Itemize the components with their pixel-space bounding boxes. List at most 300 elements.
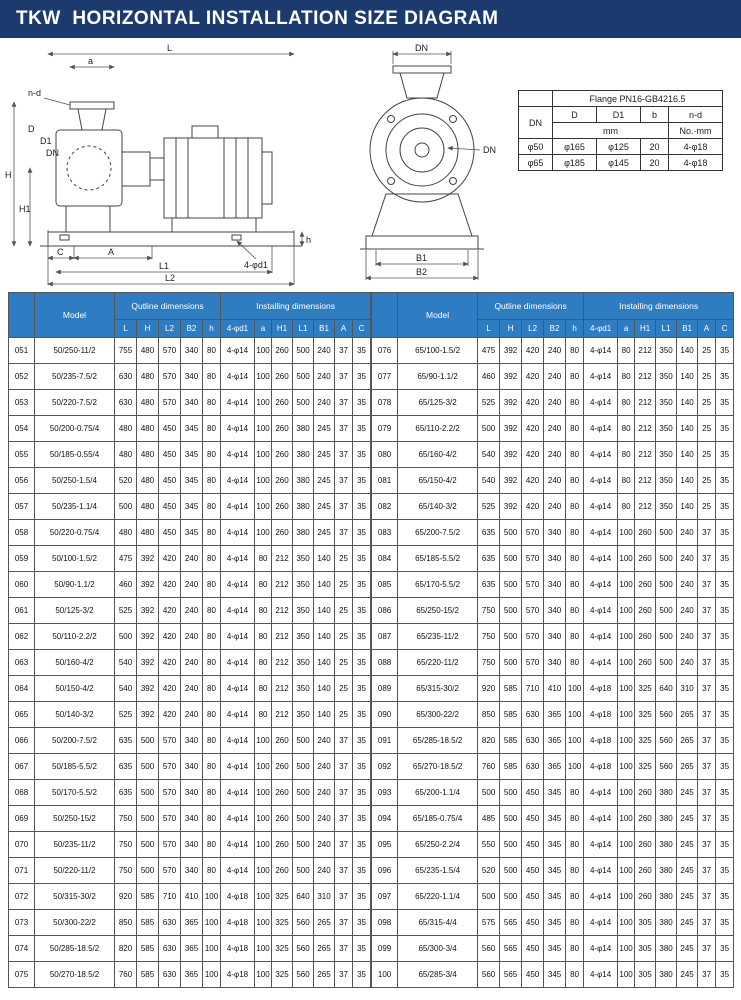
- dimension-cell: 570: [159, 364, 181, 390]
- table-row: [372, 494, 734, 520]
- dimension-cell: 392: [500, 416, 522, 442]
- dimension-cell: 100: [566, 728, 584, 754]
- dimension-cell: 35: [353, 650, 371, 676]
- dimension-cell: 485: [478, 806, 500, 832]
- dimension-cell: 35: [716, 390, 734, 416]
- row-index-cell: 085: [372, 572, 398, 598]
- model-cell: 50/170-5.5/2: [35, 780, 115, 806]
- dimension-cell: 80: [203, 754, 221, 780]
- dimension-cell: 365: [181, 962, 203, 988]
- dimension-cell: 240: [181, 598, 203, 624]
- flange-spec-table: [518, 90, 723, 171]
- dimension-cell: 585: [500, 754, 522, 780]
- dimension-cell: 245: [314, 494, 335, 520]
- dimension-cell: 37: [698, 806, 716, 832]
- dimension-cell: 35: [353, 884, 371, 910]
- dimension-cell: 345: [181, 416, 203, 442]
- header-col: A: [335, 320, 353, 338]
- row-index-cell: 096: [372, 858, 398, 884]
- dimension-cell: 350: [293, 702, 314, 728]
- dim-label-D1: D1: [40, 136, 52, 146]
- dimension-cell: 35: [353, 832, 371, 858]
- dimension-cell: 500: [137, 780, 159, 806]
- dimension-cell: 392: [137, 598, 159, 624]
- dimension-cell: 240: [314, 858, 335, 884]
- dimension-cell: 450: [522, 806, 544, 832]
- dimension-cell: 212: [635, 364, 656, 390]
- dimension-cell: 35: [353, 494, 371, 520]
- dimension-cell: 750: [478, 598, 500, 624]
- dimension-cell: 80: [618, 468, 635, 494]
- dimension-cell: 500: [478, 780, 500, 806]
- dimension-cell: 635: [115, 754, 137, 780]
- dimension-cell: 260: [635, 520, 656, 546]
- dimension-cell: 4-φ14: [221, 468, 255, 494]
- dimension-table-left: [8, 292, 371, 988]
- dimension-cell: 4-φ14: [221, 494, 255, 520]
- header-installing-group: Installing dimensions: [584, 293, 734, 320]
- dimension-cell: 35: [716, 910, 734, 936]
- dim-label-C: C: [57, 247, 64, 257]
- table-row: [9, 364, 371, 390]
- dimension-cell: 4-φ18: [584, 702, 618, 728]
- table-row: [9, 624, 371, 650]
- header-col: B1: [677, 320, 698, 338]
- dimension-cell: 325: [272, 884, 293, 910]
- dimension-cell: 570: [522, 624, 544, 650]
- dimension-cell: 240: [314, 338, 335, 364]
- dimension-cell: 350: [656, 494, 677, 520]
- model-cell: 50/125-3/2: [35, 598, 115, 624]
- dim-label-n-d: n-d: [28, 88, 42, 98]
- table-row: [9, 858, 371, 884]
- dimension-cell: 480: [137, 364, 159, 390]
- dimension-cell: 340: [181, 364, 203, 390]
- dimension-cell: 520: [115, 468, 137, 494]
- dimension-cell: 245: [314, 442, 335, 468]
- dimension-cell: 35: [716, 780, 734, 806]
- dimension-cell: 212: [635, 494, 656, 520]
- dimension-cell: 240: [181, 676, 203, 702]
- dimension-cell: 25: [335, 650, 353, 676]
- dimension-cell: 380: [656, 936, 677, 962]
- dimension-cell: 37: [698, 624, 716, 650]
- dimension-cell: 630: [115, 364, 137, 390]
- dimension-cell: 37: [335, 962, 353, 988]
- dimension-cell: 420: [159, 650, 181, 676]
- page-header: [0, 0, 741, 38]
- dimension-cell: 80: [203, 468, 221, 494]
- dimension-cell: 260: [635, 598, 656, 624]
- dimension-cell: 340: [544, 520, 566, 546]
- row-index-cell: 091: [372, 728, 398, 754]
- table-row: [372, 624, 734, 650]
- dimension-cell: 212: [272, 702, 293, 728]
- dimension-cell: 340: [544, 650, 566, 676]
- table-row: [9, 468, 371, 494]
- dimension-cell: 240: [677, 546, 698, 572]
- row-index-cell: 056: [9, 468, 35, 494]
- dimension-cell: 450: [159, 520, 181, 546]
- dimension-cell: 240: [314, 364, 335, 390]
- dimension-cell: 35: [716, 884, 734, 910]
- dimension-cell: 35: [353, 364, 371, 390]
- dimension-cell: 80: [203, 598, 221, 624]
- row-index-cell: 097: [372, 884, 398, 910]
- table-row: [372, 884, 734, 910]
- dimension-cell: 520: [478, 858, 500, 884]
- dimension-cell: 240: [677, 572, 698, 598]
- dimension-cell: 350: [293, 572, 314, 598]
- header-col: H: [500, 320, 522, 338]
- dimension-cell: 4-φ18: [221, 884, 255, 910]
- table-row: [372, 936, 734, 962]
- dimension-cell: 4-φ14: [221, 598, 255, 624]
- table-row: [372, 546, 734, 572]
- dimension-cell: 500: [656, 598, 677, 624]
- dimension-cell: 325: [272, 910, 293, 936]
- dimension-cell: 4-φ14: [584, 780, 618, 806]
- dim-label-B1: B1: [416, 253, 428, 263]
- dimension-cell: 260: [272, 806, 293, 832]
- dimension-cell: 80: [566, 650, 584, 676]
- dimension-cell: 480: [137, 338, 159, 364]
- dimension-cell: 245: [314, 416, 335, 442]
- dimension-cell: 630: [522, 728, 544, 754]
- row-index-cell: 095: [372, 832, 398, 858]
- dimension-cell: 345: [181, 468, 203, 494]
- dimension-cell: 240: [314, 780, 335, 806]
- dimension-cell: 37: [698, 728, 716, 754]
- dimension-cell: 4-φ14: [221, 520, 255, 546]
- dimension-cell: 240: [677, 624, 698, 650]
- dimension-cell: 4-φ18: [584, 728, 618, 754]
- dimension-cell: 37: [335, 442, 353, 468]
- dimension-cell: 100: [203, 962, 221, 988]
- dimension-cell: 450: [159, 416, 181, 442]
- header-outline-group: Qutline dimensions: [478, 293, 584, 320]
- dimension-cell: 212: [635, 416, 656, 442]
- dimension-cell: 80: [203, 832, 221, 858]
- dimension-cell: 100: [255, 442, 272, 468]
- dimension-cell: 392: [500, 468, 522, 494]
- dimension-cell: 80: [203, 650, 221, 676]
- dimension-cell: 500: [478, 416, 500, 442]
- dimension-cell: 325: [635, 676, 656, 702]
- dimension-cell: 265: [677, 728, 698, 754]
- dimension-cell: 260: [635, 546, 656, 572]
- dimension-cell: 100: [618, 754, 635, 780]
- dimension-cell: 80: [255, 572, 272, 598]
- table-row: [9, 806, 371, 832]
- table-row: [372, 338, 734, 364]
- row-index-cell: 076: [372, 338, 398, 364]
- flange-unit-mm: mm: [553, 123, 669, 139]
- header-blank: [9, 293, 35, 338]
- dimension-cell: 212: [272, 676, 293, 702]
- dimension-cell: 4-φ14: [221, 650, 255, 676]
- flange-row: [519, 139, 723, 155]
- dimension-cell: 100: [618, 702, 635, 728]
- dimension-cell: 565: [500, 962, 522, 988]
- dimension-cell: 585: [500, 728, 522, 754]
- dimension-cell: 245: [677, 936, 698, 962]
- dimension-cell: 480: [137, 442, 159, 468]
- dimension-cell: 37: [698, 780, 716, 806]
- dimension-cell: 4-φ14: [584, 858, 618, 884]
- dimension-cell: 345: [181, 442, 203, 468]
- dimension-cell: 380: [293, 442, 314, 468]
- dimension-cell: 450: [522, 832, 544, 858]
- dimension-cell: 850: [478, 702, 500, 728]
- dimension-cell: 560: [656, 728, 677, 754]
- table-row: [9, 962, 371, 988]
- row-index-cell: 051: [9, 338, 35, 364]
- dimension-cell: 392: [137, 650, 159, 676]
- dimension-cell: 500: [500, 832, 522, 858]
- dimension-cell: 345: [544, 910, 566, 936]
- dimension-cell: 4-φ18: [584, 676, 618, 702]
- dim-label-D: D: [28, 124, 35, 134]
- dimension-cell: 37: [698, 702, 716, 728]
- row-index-cell: 086: [372, 598, 398, 624]
- dim-label-DN: DN: [46, 148, 59, 158]
- model-cell: 50/250-11/2: [35, 338, 115, 364]
- dimension-cell: 100: [255, 780, 272, 806]
- dim-label-A: A: [108, 247, 115, 257]
- dimension-cell: 80: [203, 780, 221, 806]
- dimension-cell: 500: [500, 572, 522, 598]
- header-col: L2: [522, 320, 544, 338]
- dimension-cell: 25: [698, 390, 716, 416]
- dimension-cell: 450: [522, 780, 544, 806]
- dimension-cell: 340: [544, 598, 566, 624]
- header-col: a: [618, 320, 635, 338]
- dimension-cell: 100: [255, 806, 272, 832]
- dimension-cell: 750: [115, 832, 137, 858]
- dimension-cell: 37: [698, 754, 716, 780]
- header-model: Model: [398, 293, 478, 338]
- dimension-cell: 100: [618, 858, 635, 884]
- model-cell: 65/250-2.2/4: [398, 832, 478, 858]
- dim-label-DN-side: DN: [483, 145, 496, 155]
- dimension-cell: 37: [335, 468, 353, 494]
- model-cell: 65/125-3/2: [398, 390, 478, 416]
- dimension-cell: 585: [137, 936, 159, 962]
- header-col: B1: [314, 320, 335, 338]
- dimension-cell: 240: [314, 832, 335, 858]
- header-col: C: [716, 320, 734, 338]
- header-col: L2: [159, 320, 181, 338]
- dimension-cell: 4-φ14: [221, 858, 255, 884]
- dimension-cell: 212: [635, 390, 656, 416]
- model-cell: 50/235-1.1/4: [35, 494, 115, 520]
- dimension-cell: 480: [137, 468, 159, 494]
- dimension-cell: 4-φ14: [584, 936, 618, 962]
- dimension-cell: 25: [335, 546, 353, 572]
- dimension-cell: 35: [716, 624, 734, 650]
- header-col: B2: [544, 320, 566, 338]
- dimension-cell: 100: [618, 962, 635, 988]
- dimension-cell: 450: [159, 442, 181, 468]
- dimension-cell: 35: [353, 910, 371, 936]
- dimension-cell: 80: [203, 364, 221, 390]
- dimension-cell: 80: [618, 338, 635, 364]
- table-row: [372, 520, 734, 546]
- row-index-cell: 099: [372, 936, 398, 962]
- dimension-cell: 420: [159, 546, 181, 572]
- dimension-cell: 100: [255, 390, 272, 416]
- dimension-cell: 37: [698, 962, 716, 988]
- flange-table-wrap: [518, 90, 723, 171]
- pump-outline: [40, 102, 302, 246]
- table-row: [372, 468, 734, 494]
- dimension-cell: 260: [272, 754, 293, 780]
- dimension-cell: 25: [698, 416, 716, 442]
- dimension-cell: 345: [181, 520, 203, 546]
- dimension-cell: 365: [181, 936, 203, 962]
- dimension-cell: 80: [566, 598, 584, 624]
- dimension-cell: 500: [656, 546, 677, 572]
- dimension-cell: 570: [159, 806, 181, 832]
- row-index-cell: 083: [372, 520, 398, 546]
- row-index-cell: 094: [372, 806, 398, 832]
- dimension-cell: 345: [544, 806, 566, 832]
- row-index-cell: 062: [9, 624, 35, 650]
- dimension-cell: 80: [566, 572, 584, 598]
- dimension-cell: 240: [544, 364, 566, 390]
- dimension-cell: 35: [353, 390, 371, 416]
- dimension-cell: 265: [314, 910, 335, 936]
- dimension-cell: 80: [255, 546, 272, 572]
- dimension-cell: 37: [335, 520, 353, 546]
- dimension-cell: 245: [677, 806, 698, 832]
- dimension-cell: 80: [566, 910, 584, 936]
- table-row: [372, 754, 734, 780]
- dimension-cell: 635: [478, 546, 500, 572]
- header-col: B2: [181, 320, 203, 338]
- dimension-cell: 365: [544, 702, 566, 728]
- dimension-cell: 80: [566, 390, 584, 416]
- dimension-cell: 4-φ14: [584, 806, 618, 832]
- dimension-cell: 345: [544, 936, 566, 962]
- dimension-cell: 100: [255, 962, 272, 988]
- table-row: [372, 650, 734, 676]
- dimension-cell: 80: [203, 728, 221, 754]
- dimension-cell: 4-φ14: [584, 910, 618, 936]
- model-cell: 65/90-1.1/2: [398, 364, 478, 390]
- table-row: [9, 936, 371, 962]
- dimension-cell: 260: [272, 780, 293, 806]
- flange-col-d: D: [553, 107, 597, 123]
- dimension-cell: 750: [115, 806, 137, 832]
- dimension-cell: 500: [478, 884, 500, 910]
- dimension-cell: 212: [272, 624, 293, 650]
- dimension-cell: 635: [115, 780, 137, 806]
- dimension-cell: 392: [500, 442, 522, 468]
- dimension-cell: 260: [272, 442, 293, 468]
- dimension-cell: 80: [566, 780, 584, 806]
- dimension-cell: 80: [203, 546, 221, 572]
- dimension-cell: 25: [335, 702, 353, 728]
- dimension-cell: 100: [255, 754, 272, 780]
- table-row: [372, 962, 734, 988]
- dimension-cell: 500: [500, 624, 522, 650]
- dimension-cell: 100: [618, 806, 635, 832]
- dim-label-H: H: [5, 170, 12, 180]
- dimension-cell: 420: [522, 338, 544, 364]
- dimension-cell: 80: [566, 962, 584, 988]
- dimension-cell: 37: [698, 520, 716, 546]
- model-cell: 50/285-18.5/2: [35, 936, 115, 962]
- dimension-cell: 35: [716, 936, 734, 962]
- table-row: [9, 546, 371, 572]
- dimension-cell: 4-φ14: [584, 650, 618, 676]
- dimension-cell: 4-φ14: [221, 806, 255, 832]
- dimension-cell: 35: [353, 702, 371, 728]
- dimension-cell: 260: [272, 494, 293, 520]
- dimension-cell: 500: [656, 520, 677, 546]
- dimension-cell: 80: [566, 936, 584, 962]
- table-row: [9, 676, 371, 702]
- flange-cell: φ145: [597, 155, 641, 171]
- dimension-cell: 340: [181, 832, 203, 858]
- dimension-cell: 140: [677, 442, 698, 468]
- dimension-cell: 460: [115, 572, 137, 598]
- dimension-cell: 260: [635, 572, 656, 598]
- dimension-cell: 100: [618, 884, 635, 910]
- model-cell: 50/300-22/2: [35, 910, 115, 936]
- dimension-cell: 570: [159, 858, 181, 884]
- dimension-cell: 240: [314, 754, 335, 780]
- dimension-cell: 140: [677, 338, 698, 364]
- dimension-cell: 265: [314, 962, 335, 988]
- dimension-cell: 35: [716, 832, 734, 858]
- dimension-cell: 345: [544, 832, 566, 858]
- dimension-cell: 212: [272, 572, 293, 598]
- dimension-cell: 585: [500, 702, 522, 728]
- model-cell: 65/170-5.5/2: [398, 572, 478, 598]
- dimension-cell: 500: [137, 806, 159, 832]
- model-cell: 65/110-2.2/2: [398, 416, 478, 442]
- dimension-cell: 420: [522, 468, 544, 494]
- dimension-cell: 37: [335, 494, 353, 520]
- dimension-cell: 80: [255, 676, 272, 702]
- header-col: h: [203, 320, 221, 338]
- dimension-cell: 760: [115, 962, 137, 988]
- dimension-cell: 140: [314, 650, 335, 676]
- row-index-cell: 080: [372, 442, 398, 468]
- dimension-cell: 420: [159, 702, 181, 728]
- dimension-cell: 380: [656, 884, 677, 910]
- dimension-cell: 35: [353, 780, 371, 806]
- dimension-cell: 35: [716, 728, 734, 754]
- model-cell: 50/270-18.5/2: [35, 962, 115, 988]
- model-cell: 50/185-0.55/4: [35, 442, 115, 468]
- dimension-cell: 345: [181, 494, 203, 520]
- model-cell: 50/110-2.2/2: [35, 624, 115, 650]
- row-index-cell: 093: [372, 780, 398, 806]
- dimension-cell: 570: [159, 780, 181, 806]
- table-row: [372, 910, 734, 936]
- dimension-cell: 560: [478, 936, 500, 962]
- model-cell: 65/285-3/4: [398, 962, 478, 988]
- dimension-cell: 25: [698, 442, 716, 468]
- dimension-cell: 240: [181, 624, 203, 650]
- dimension-cell: 212: [272, 546, 293, 572]
- dimension-cell: 100: [255, 494, 272, 520]
- dimension-cell: 80: [566, 858, 584, 884]
